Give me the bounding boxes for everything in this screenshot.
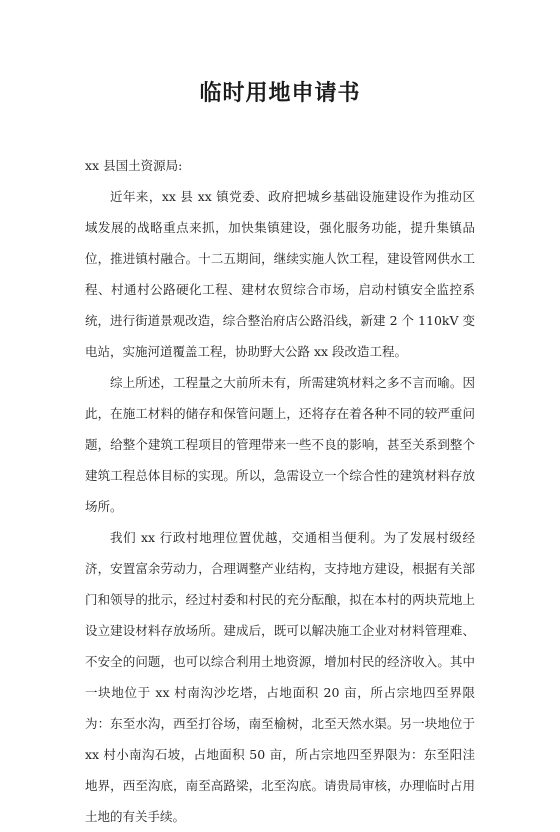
paragraph-summary: 综上所述，工程量之大前所未有，所需建筑材料之多不言而喻。因此，在施工材料的储存和保管问题上，还将存在着各种不同的较严重问题，给整个建筑工程项目的管理带来一些不良的影响，甚至关系到整个建筑工程总体目标的实现。所以，急需设立一个综合性的建筑材料存放场所。 — [85, 375, 475, 514]
salutation: xx 县国土资源局: — [85, 158, 183, 173]
document-title: 临时用地申请书 — [199, 80, 361, 106]
paragraph-intro: 近年来，xx 县 xx 镇党委、政府把城乡基础设施建设作为推动区域发展的战略重点来抓，加快集镇建设，强化服务功能，提升集镇品位，推进镇村融合。十二五期间，继续实施人饮工程，建设管网供水工程、村通村公路硬化工程、建材农贸综合市场，启动村镇安全监控系统，进行街道景观改造，综合整治府店公路沿线，新建 2 个 110kV 变电站，实施河道覆盖工程，协助野大公路 xx 段改造工程。 — [85, 189, 475, 359]
paragraph-request: 我们 xx 行政村地理位置优越，交通相当便利。为了发展村级经济，安置富余劳动力，合理调整产业结构，支持地方建设，根据有关部门和领导的批示，经过村委和村民的充分酝酿，拟在本村的两块荒地上设立建设材料存放场所。建成后，既可以解决施工企业对材料管理难、不安全的问题，也可以综合利用土地资源，增加村民的经济收入。其中一块地位于 xx 村南沟沙圪塔，占地面积 20 亩，所占宗地四至界限为：东至水沟，西至打谷场，南至榆树，北至天然水渠。另一块地位于 xx 村小南沟石坡，占地面积 50 亩，所占宗地四至界限为：东至阳洼地界，西至沟底，南至高路梁，北至沟底。请贵局审核，办理临时占用土地的有关手续。 — [85, 530, 475, 824]
